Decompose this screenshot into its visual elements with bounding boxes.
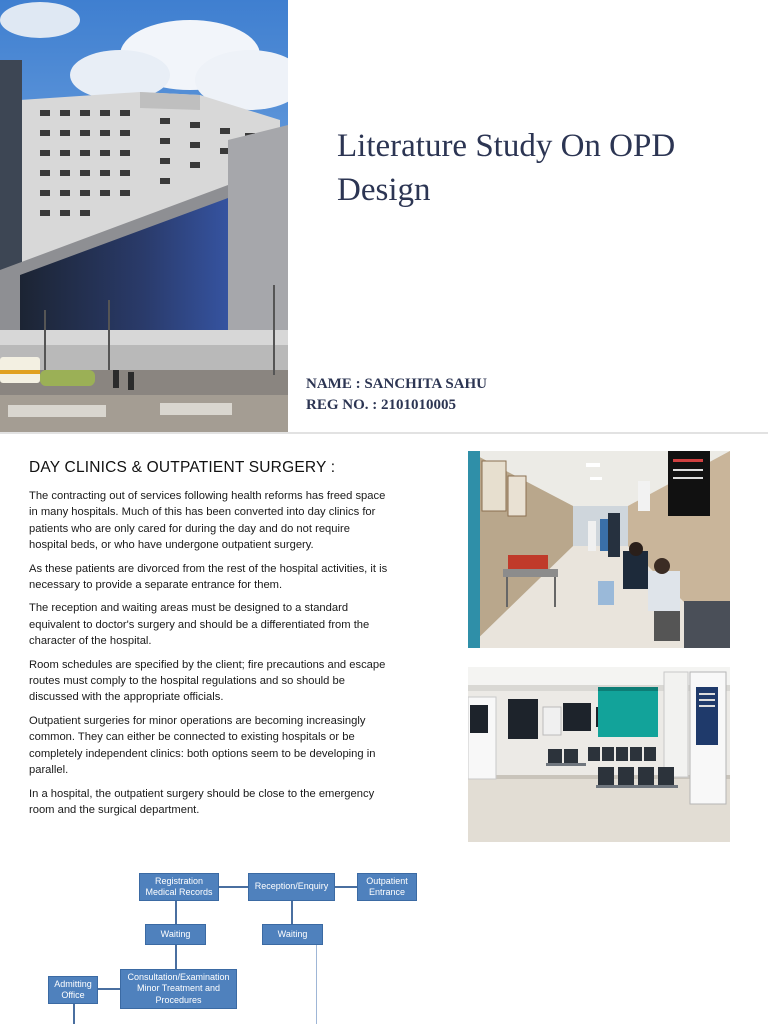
- paragraph: Outpatient surgeries for minor operations are becoming increasingly common. They can either be connected to existing hospitals or be completely independent clinics: both options seem to be developing in parallel.: [29, 714, 376, 777]
- connector-line: [98, 988, 120, 990]
- paragraph: The reception and waiting areas must be designed to a standard equivalent to doctor's surgery and should be a differentiated from the character of the hospital.: [29, 602, 370, 648]
- reg-line: REG NO. : 2101010005: [306, 397, 456, 413]
- box-label: Consultation/Examination: [127, 971, 230, 982]
- connector-line: [334, 886, 357, 888]
- paragraph: As these patients are divorced from the rest of the hospital activities, it is necessary to provide a separate entrance for them.: [29, 562, 388, 592]
- box-label: Outpatient: [366, 875, 408, 886]
- registration-box: [139, 873, 219, 901]
- waiting-corridor-photo: [468, 451, 730, 648]
- paragraph: Room schedules are specified by the client; fire precautions and escape routes must comply to the hospital regulations and so should be discussed with the appropriate officials.: [29, 658, 386, 704]
- title-slide: [0, 0, 768, 432]
- hospital-building-photo: [0, 0, 288, 432]
- box-label: Admitting: [54, 978, 92, 989]
- section-heading: DAY CLINICS & OUTPATIENT SURGERY :: [29, 459, 336, 476]
- box-label: Procedures: [155, 994, 202, 1005]
- waiting-box-right: [262, 924, 323, 945]
- box-label: Minor Treatment and: [136, 983, 221, 994]
- paragraph: The contracting out of services following health reforms has freed space in many hospitals. Much of this has been converted into day clinics for patients who are only cared for during the day and do not require hospital beds, or who have undergone outpatient surgery.: [29, 490, 386, 552]
- author-info: [306, 374, 487, 416]
- box-label: Waiting: [160, 928, 191, 939]
- connector-line: [175, 900, 177, 924]
- reception-box: [248, 873, 335, 901]
- page-title: Literature Study On OPD Design: [337, 128, 676, 208]
- body-text: [29, 488, 391, 825]
- box-label: Medical Records: [145, 887, 213, 897]
- admitting-office-box: [48, 976, 98, 1004]
- paragraph: In a hospital, the outpatient surgery should be close to the emergency room and the surgical department.: [29, 787, 375, 816]
- waiting-box-left: [145, 924, 206, 945]
- connector-line: [73, 1004, 75, 1024]
- box-label: Registration: [154, 875, 204, 886]
- waiting-hall-photo: [468, 667, 730, 842]
- box-label: Entrance: [368, 887, 406, 897]
- connector-line: [175, 944, 177, 970]
- name-line: NAME : SANCHITA SAHU: [306, 376, 487, 392]
- box-label: Reception/Enquiry: [254, 881, 329, 892]
- slide-divider: [0, 432, 768, 434]
- connector-line: [291, 900, 293, 924]
- connector-line: [316, 944, 317, 1024]
- outpatient-entrance-box: [357, 873, 417, 901]
- box-label: Waiting: [277, 928, 308, 939]
- consultation-box: [120, 969, 237, 1009]
- box-label: Office: [61, 990, 85, 1000]
